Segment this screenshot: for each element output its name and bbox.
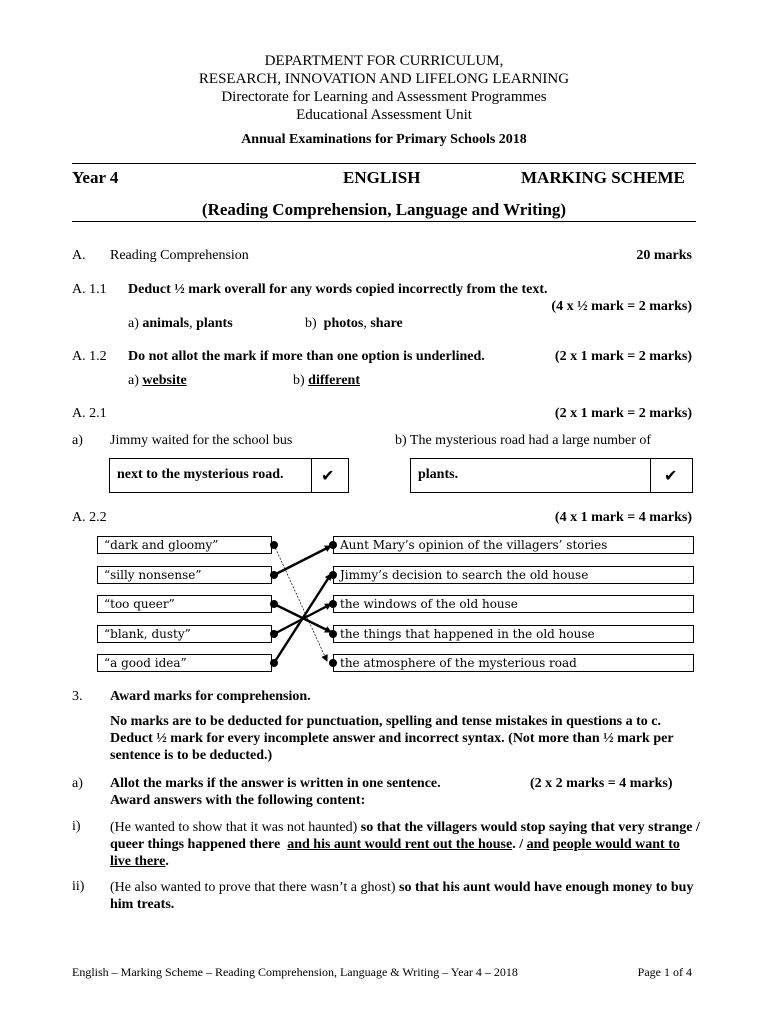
q12-number: A. 1.2 bbox=[72, 349, 107, 364]
q21-a-answer: next to the mysterious road. bbox=[117, 467, 284, 482]
match-left-item: “dark and gloomy” bbox=[97, 536, 272, 554]
q11-marks: (4 x ½ mark = 2 marks) bbox=[551, 299, 692, 314]
match-line bbox=[274, 574, 331, 663]
q3-i-answer bbox=[110, 819, 702, 870]
section-a-label: A. bbox=[72, 248, 86, 263]
q3-i-period: . bbox=[165, 854, 169, 869]
match-left-item: “a good idea” bbox=[97, 654, 272, 672]
q21-a-prompt: Jimmy waited for the school bus bbox=[110, 433, 293, 448]
q11-b-word2: share bbox=[370, 316, 403, 331]
match-dot bbox=[270, 541, 278, 549]
q21-b-answer: plants. bbox=[418, 467, 459, 482]
q3-ii-key-1: so that his aunt would have enough bbox=[399, 880, 610, 895]
check-icon: ✔ bbox=[664, 466, 678, 485]
match-dot bbox=[329, 571, 337, 579]
match-left-item: “too queer” bbox=[97, 595, 272, 613]
q11-a-word1: animals bbox=[142, 316, 190, 331]
match-dot bbox=[270, 600, 278, 608]
q3-a-instruction: Allot the marks if the answer is written in one sentence. bbox=[110, 776, 441, 791]
marking-scheme-label: MARKING SCHEME bbox=[521, 168, 685, 187]
check-icon: ✔ bbox=[321, 466, 335, 485]
match-left-item: “silly nonsense” bbox=[97, 566, 272, 584]
q3-i-key-2: very strange / queer things happened there bbox=[110, 820, 700, 852]
footer-text: English – Marking Scheme – Reading Comprehension, Language & Writing – Year 4 – 2018 bbox=[72, 965, 518, 979]
q3-i-key-4: and bbox=[526, 837, 550, 852]
q3-i-key-3: and his aunt would rent out the house bbox=[287, 837, 513, 852]
q3-i-context: (He wanted to show that it was not haunted) bbox=[110, 820, 358, 835]
q11-b-word1: photos bbox=[323, 316, 364, 331]
q3-i-separator: . / bbox=[512, 837, 524, 852]
page-number: Page 1 of 4 bbox=[637, 965, 692, 979]
q3-ii-label: ii) bbox=[72, 879, 85, 894]
directorate-line: Directorate for Learning and Assessment Programmes bbox=[221, 89, 547, 105]
q11-a-word2: plants bbox=[196, 316, 233, 331]
exam-title: Annual Examinations for Primary Schools 2018 bbox=[241, 132, 527, 147]
match-dot bbox=[270, 659, 278, 667]
q12-instruction: Do not allot the mark if more than one option is underlined. bbox=[128, 349, 485, 364]
q21-a-label: a) bbox=[72, 433, 83, 448]
year-label: Year 4 bbox=[72, 168, 119, 187]
section-a-marks: 20 marks bbox=[636, 248, 692, 263]
match-right-item: the things that happened in the old house bbox=[333, 625, 694, 643]
match-dot bbox=[329, 659, 337, 667]
match-dot bbox=[270, 630, 278, 638]
match-dot bbox=[329, 600, 337, 608]
q21-number: A. 2.1 bbox=[72, 406, 107, 421]
q3-a-instruction-2: Award answers with the following content: bbox=[110, 793, 366, 808]
q12-a-answer: website bbox=[142, 373, 187, 388]
match-dot bbox=[329, 630, 337, 638]
match-right-item: the atmosphere of the mysterious road bbox=[333, 654, 694, 672]
section-a-name: Reading Comprehension bbox=[110, 248, 249, 263]
q3-ii-context: (He also wanted to prove that there wasn’t a ghost) bbox=[110, 880, 396, 895]
match-right-item: Jimmy’s decision to search the old house bbox=[333, 566, 694, 584]
match-right-item: the windows of the old house bbox=[333, 595, 694, 613]
q3-ii-key-2: money to buy him treats. bbox=[110, 880, 694, 912]
unit-line: Educational Assessment Unit bbox=[296, 107, 472, 123]
match-right-item: Aunt Mary’s opinion of the villagers’ stories bbox=[333, 536, 694, 554]
q3-a-label: a) bbox=[72, 776, 83, 791]
match-dot bbox=[329, 541, 337, 549]
q12-b-answer: different bbox=[308, 373, 361, 388]
subject-label: ENGLISH bbox=[343, 168, 421, 187]
dept-line-1: DEPARTMENT FOR CURRICULUM, bbox=[264, 53, 504, 69]
page-subtitle: (Reading Comprehension, Language and Writing) bbox=[201, 200, 567, 219]
q11-instruction: Deduct ½ mark overall for any words copied incorrectly from the text. bbox=[128, 282, 548, 297]
q11-a-label: a) bbox=[128, 316, 139, 331]
q3-i-label: i) bbox=[72, 819, 81, 834]
q21-b-prompt: b) The mysterious road had a large number of bbox=[395, 433, 652, 448]
q3-note: No marks are to be deducted for punctuation, spelling and tense mistakes in questions a to c. Deduct ½ mark for every incomplete answer and incorrect syntax. (Not more than ½ mark per sentence is to be deducted.) bbox=[110, 714, 674, 763]
q11-number: A. 1.1 bbox=[72, 282, 107, 297]
q11-b-label: b) bbox=[305, 316, 317, 331]
q3-i-key-5: people would want to live there bbox=[110, 837, 680, 869]
q11-answer-b: b) photos, share bbox=[305, 316, 403, 331]
match-dot bbox=[270, 571, 278, 579]
q12-a-label: a) bbox=[128, 373, 139, 388]
q3-number: 3. bbox=[72, 689, 83, 704]
dept-line-2: RESEARCH, INNOVATION AND LIFELONG LEARNING bbox=[198, 71, 570, 87]
q12-b-label: b) bbox=[293, 373, 305, 388]
q3-ii-answer bbox=[110, 879, 702, 913]
q3-a-marks: (2 x 2 marks = 4 marks) bbox=[530, 776, 673, 791]
match-left-item: “blank, dusty” bbox=[97, 625, 272, 643]
q21-marks: (2 x 1 mark = 2 marks) bbox=[554, 406, 692, 421]
q22-number: A. 2.2 bbox=[72, 510, 107, 525]
q12-marks: (2 x 1 mark = 2 marks) bbox=[554, 349, 692, 364]
q3-i-key-1: so that the villagers would stop saying that bbox=[360, 820, 615, 835]
q3-title: Award marks for comprehension. bbox=[110, 689, 311, 704]
q11-answer-a: a) animals, plants bbox=[128, 316, 233, 331]
q22-marks: (4 x 1 mark = 4 marks) bbox=[554, 510, 692, 525]
match-line bbox=[274, 546, 331, 575]
